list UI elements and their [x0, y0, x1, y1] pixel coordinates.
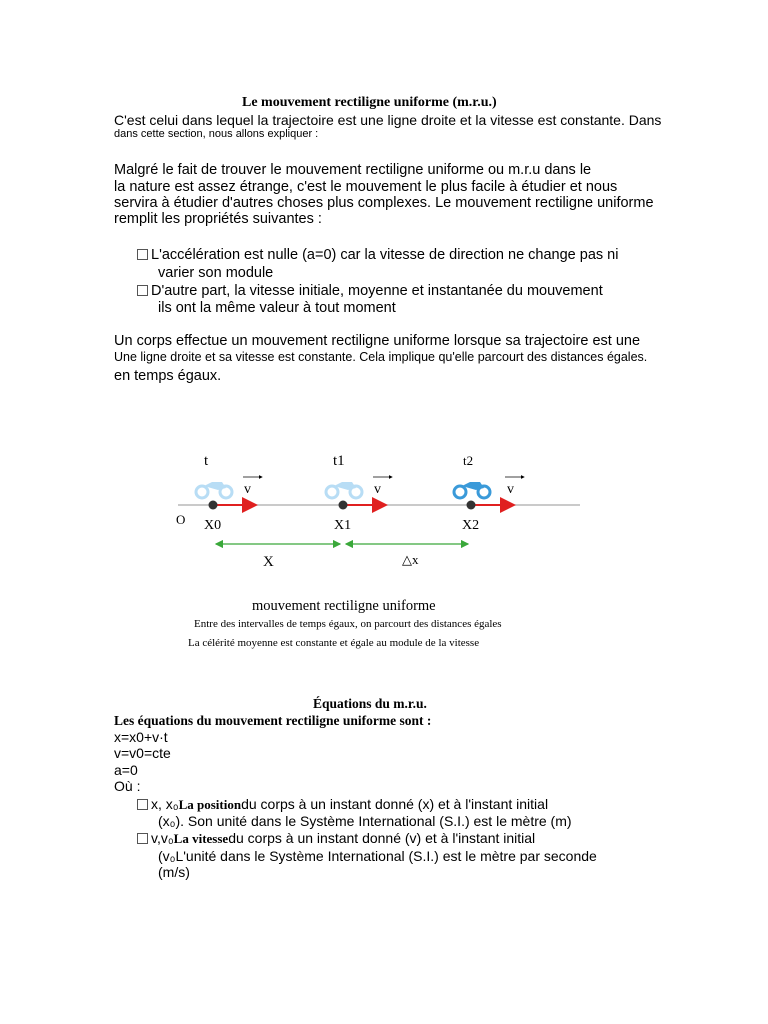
position-point	[467, 501, 476, 510]
time-label: t1	[333, 453, 345, 469]
section-title: Équations du m.r.u.	[313, 696, 427, 711]
checkbox-bullet-icon	[137, 833, 148, 844]
paragraph-line: remplit les propriétés suivantes :	[114, 211, 322, 227]
intro-line: C'est celui dans lequel la trajectoire est une ligne droite et la vitesse est constante. Dans	[114, 112, 662, 128]
equation: v=v0=cte	[114, 745, 171, 761]
diagram-caption-title: mouvement rectiligne uniforme	[252, 598, 436, 614]
position-label: X1	[334, 518, 352, 533]
distance-label: X	[263, 554, 274, 570]
motorcycle-icon	[454, 482, 490, 498]
bullet-item: D'autre part, la vitesse initiale, moyenne et instantanée du mouvement	[137, 283, 603, 299]
motorcycle-icon	[196, 482, 232, 498]
paragraph-line: Une ligne droite et sa vitesse est constante. Cela implique qu'elle parcourt des distances égales.	[114, 350, 648, 364]
time-label: t	[204, 453, 209, 469]
definition-continuation: (x₀). Son unité dans le Système International (S.I.) est le mètre (m)	[158, 813, 572, 829]
diagram-caption: Entre des intervalles de temps égaux, on parcourt des distances égales	[194, 618, 502, 630]
velocity-label: v	[507, 482, 514, 497]
position-label: X0	[204, 518, 222, 533]
equation: a=0	[114, 762, 138, 778]
definition-item: v,v₀La vitessedu corps à un instant donné (v) et à l'instant initial	[137, 830, 535, 847]
paragraph-line: la nature est assez étrange, c'est le mouvement le plus facile à étudier et nous	[114, 179, 618, 195]
bullet-item-continuation: ils ont la même valeur à tout moment	[158, 300, 396, 316]
where-label: Où :	[114, 778, 141, 794]
definition-continuation: (m/s)	[158, 864, 190, 880]
distance-label: △x	[402, 552, 419, 567]
time-label: t2	[463, 453, 474, 468]
checkbox-bullet-icon	[137, 249, 148, 260]
intro-line: dans cette section, nous allons expliquer :	[114, 128, 319, 140]
paragraph-line: Malgré le fait de trouver le mouvement rectiligne uniforme ou m.r.u dans le	[114, 162, 592, 178]
velocity-label: v	[374, 482, 381, 497]
motion-diagram	[0, 440, 768, 660]
diagram-caption: La célérité moyenne est constante et égale au module de la vitesse	[188, 637, 480, 649]
paragraph-line: servira à étudier d'autres choses plus complexes. Le mouvement rectiligne uniforme	[114, 195, 654, 211]
position-point	[209, 501, 218, 510]
position-point	[339, 501, 348, 510]
bullet-item-continuation: varier son module	[158, 265, 274, 281]
velocity-label: v	[244, 482, 251, 497]
origin-label: O	[176, 512, 186, 527]
section-title: Le mouvement rectiligne uniforme (m.r.u.)	[242, 95, 497, 110]
motorcycle-icon	[326, 482, 362, 498]
definition-continuation: (v₀L'unité dans le Système International (S.I.) est le mètre par seconde	[158, 848, 597, 864]
equation: x=x0+v·t	[114, 729, 168, 745]
bullet-item: L'accélération est nulle (a=0) car la vitesse de direction ne change pas ni	[137, 247, 618, 263]
checkbox-bullet-icon	[137, 799, 148, 810]
checkbox-bullet-icon	[137, 285, 148, 296]
paragraph-line: Un corps effectue un mouvement rectiligne uniforme lorsque sa trajectoire est une	[114, 333, 641, 349]
position-label: X2	[462, 518, 480, 533]
paragraph-line: en temps égaux.	[114, 368, 222, 384]
definition-item: x, x₀La positiondu corps à un instant donné (x) et à l'instant initial	[137, 796, 548, 813]
section-subtitle: Les équations du mouvement rectiligne uniforme sont :	[114, 713, 432, 728]
